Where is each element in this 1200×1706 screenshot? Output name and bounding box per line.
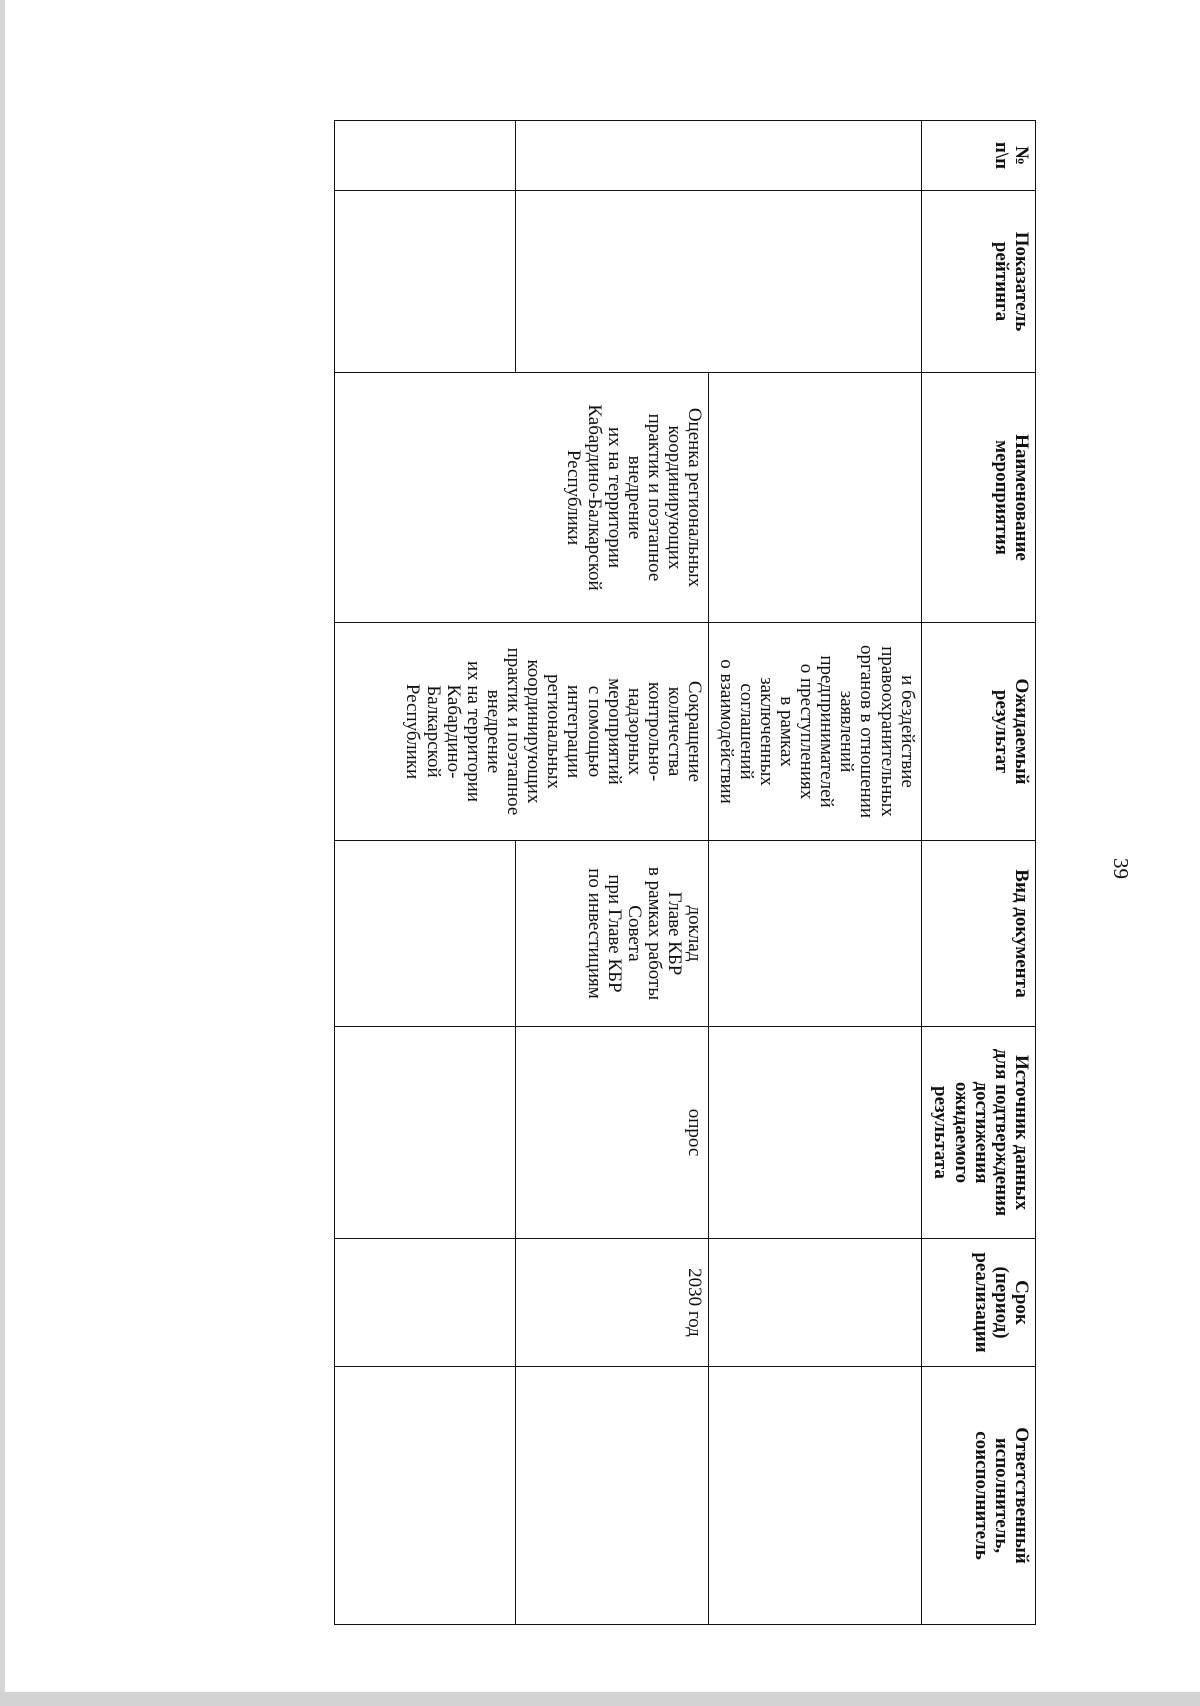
header-data-source: Источник данных для подтверждения достижения ожидаемого результата bbox=[921, 1027, 1035, 1239]
cell-responsible-last bbox=[335, 1367, 516, 1625]
header-responsible: Ответственный исполнитель, соисполнитель bbox=[921, 1367, 1035, 1625]
table-row bbox=[335, 121, 516, 1625]
header-number: № п\п bbox=[921, 121, 1035, 191]
scan-edge-bottom bbox=[0, 1692, 1200, 1706]
cell-indicator-merged bbox=[516, 191, 922, 373]
page-number: 39 bbox=[1109, 858, 1133, 879]
header-period: Срок (период) реализации bbox=[921, 1239, 1035, 1367]
cell-document-type: доклад Главе КБР в рамках работы Совета при Главе КБР по инвестициям bbox=[516, 841, 709, 1027]
cell-activity-empty bbox=[709, 373, 922, 623]
cell-source-last bbox=[335, 1027, 516, 1239]
rating-table bbox=[334, 120, 1036, 1625]
cell-data-source: опрос bbox=[516, 1027, 709, 1239]
table-row bbox=[709, 121, 922, 1625]
cell-number-merged bbox=[516, 121, 922, 191]
rating-table-rotated bbox=[334, 120, 1036, 1624]
cell-activity-name: Оценка региональных координирующих практик и поэтапное внедрение их на территории Кабардино-Балкарской Республики bbox=[335, 373, 709, 623]
cell-responsible-empty bbox=[709, 1367, 922, 1625]
cell-document-last bbox=[335, 841, 516, 1027]
cell-period: 2030 год bbox=[516, 1239, 709, 1367]
cell-source-empty bbox=[709, 1027, 922, 1239]
cell-expected-result-continued: и бездействие правоохранительных органов в отношении заявлений предпринимателей о преступлениях в рамках заключенных соглашений о взаимодействии bbox=[709, 623, 922, 841]
cell-document-empty bbox=[709, 841, 922, 1027]
table-header-row bbox=[921, 121, 1035, 1625]
scan-edge-left bbox=[0, 0, 5, 1706]
header-document-type: Вид документа bbox=[921, 841, 1035, 1027]
header-expected-result: Ожидаемый результат bbox=[921, 623, 1035, 841]
cell-indicator-last bbox=[335, 191, 516, 373]
header-rating-indicator: Показатель рейтинга bbox=[921, 191, 1035, 373]
cell-period-last bbox=[335, 1239, 516, 1367]
cell-period-empty bbox=[709, 1239, 922, 1367]
header-activity-name: Наименование мероприятия bbox=[921, 373, 1035, 623]
cell-responsible bbox=[516, 1367, 709, 1625]
cell-expected-result: Сокращение количества контрольно- надзорных мероприятий с помощью интеграции региональных координирующих практик и поэтапное внедрение их на территории Кабардино- Балкарской Республики bbox=[335, 623, 709, 841]
cell-number-last bbox=[335, 121, 516, 191]
